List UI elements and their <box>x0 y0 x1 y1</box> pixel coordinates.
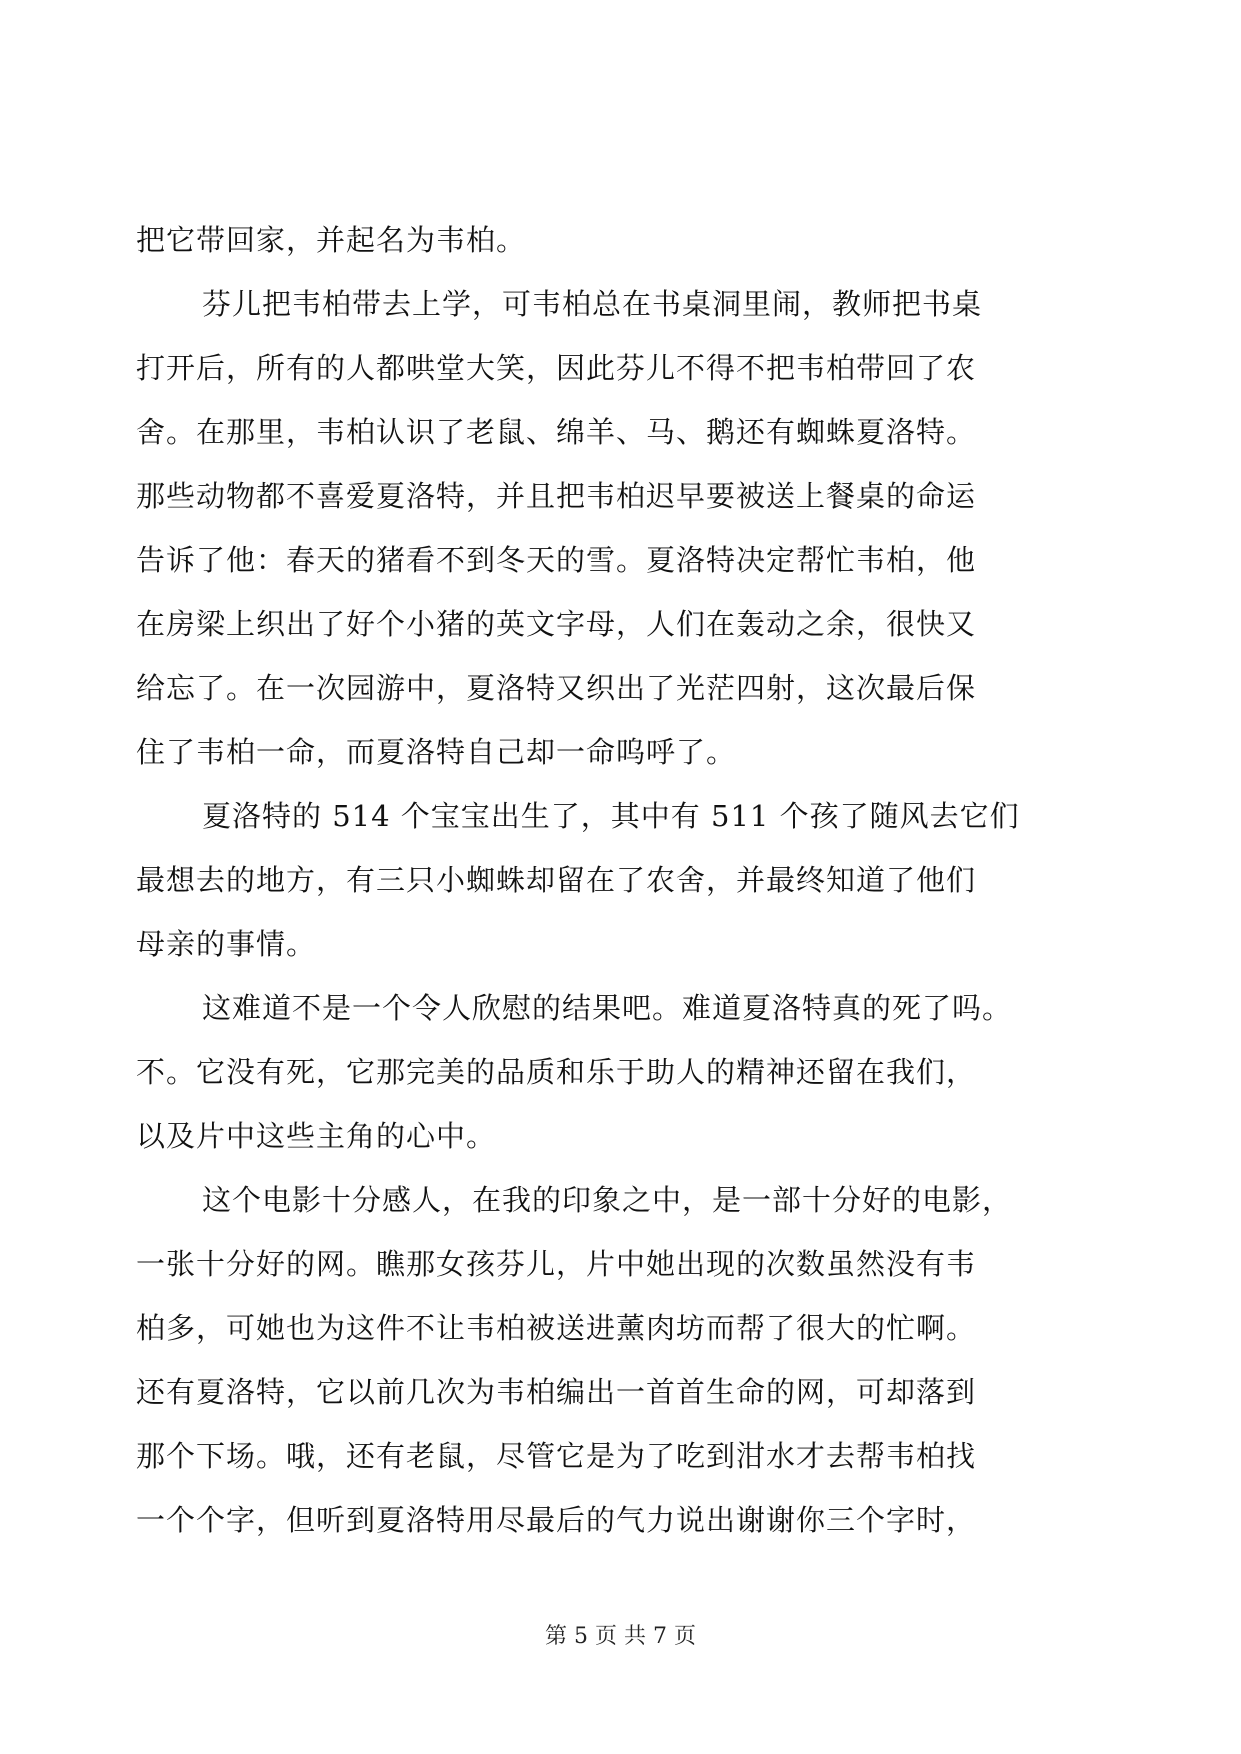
text-line: 不。它没有死，它那完美的品质和乐于助人的精神还留在我们， <box>136 1055 977 1089</box>
text-line: 这个电影十分感人，在我的印象之中，是一部十分好的电影， <box>202 1183 1013 1217</box>
body-text <box>136 208 1096 1552</box>
text-line: 住了韦柏一命，而夏洛特自己却一命呜呼了。 <box>136 735 737 769</box>
text-line: 一个个字，但听到夏洛特用尽最后的气力说出谢谢你三个字时， <box>136 1503 977 1537</box>
text-line: 柏多，可她也为这件不让韦柏被送进薰肉坊而帮了很大的忙啊。 <box>136 1311 977 1345</box>
text-line: 以及片中这些主角的心中。 <box>136 1119 497 1153</box>
text-line: 那些动物都不喜爱夏洛特，并且把韦柏迟早要被送上餐桌的命运 <box>136 479 977 513</box>
page-footer: 第 5 页 共 7 页 <box>545 1624 696 1649</box>
text-line: 芬儿把韦柏带去上学，可韦柏总在书桌洞里闹，教师把书桌 <box>202 287 983 321</box>
text-line: 还有夏洛特，它以前几次为韦柏编出一首首生命的网，可却落到 <box>136 1375 977 1409</box>
text-line: 一张十分好的网。瞧那女孩芬儿，片中她出现的次数虽然没有韦 <box>136 1247 977 1281</box>
text-line: 告诉了他：春天的猪看不到冬天的雪。夏洛特决定帮忙韦柏，他 <box>136 543 977 577</box>
text-line: 打开后，所有的人都哄堂大笑，因此芬儿不得不把韦柏带回了农 <box>136 351 977 385</box>
text-line: 把它带回家，并起名为韦柏。 <box>136 223 527 257</box>
text-line: 在房梁上织出了好个小猪的英文字母，人们在轰动之余，很快又 <box>136 607 977 641</box>
text-line: 那个下场。哦，还有老鼠，尽管它是为了吃到泔水才去帮韦柏找 <box>136 1439 977 1473</box>
text-line: 夏洛特的 514 个宝宝出生了，其中有 511 个孩了随风去它们 <box>202 799 1020 833</box>
text-line: 最想去的地方，有三只小蜘蛛却留在了农舍，并最终知道了他们 <box>136 863 977 897</box>
text-line: 母亲的事情。 <box>136 927 317 961</box>
text-line: 给忘了。在一次园游中，夏洛特又织出了光茫四射，这次最后保 <box>136 671 977 705</box>
text-line: 舍。在那里，韦柏认识了老鼠、绵羊、马、鹅还有蜘蛛夏洛特。 <box>136 415 977 449</box>
text-line: 这难道不是一个令人欣慰的结果吧。难道夏洛特真的死了吗。 <box>202 991 1013 1025</box>
